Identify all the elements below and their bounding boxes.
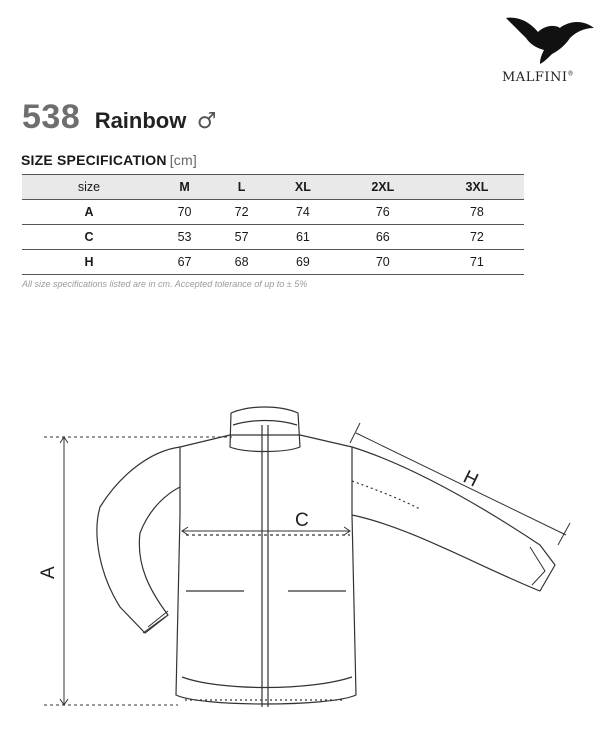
table-cell: 57 bbox=[213, 225, 270, 250]
table-row bbox=[22, 200, 524, 225]
tolerance-note: All size specifications listed are in cm. Accepted tolerance of up to ± 5% bbox=[22, 279, 308, 289]
table-cell: 53 bbox=[156, 225, 213, 250]
brand-name: MALFINI® bbox=[502, 70, 574, 85]
table-cell: 71 bbox=[430, 250, 524, 275]
table-cell: 72 bbox=[213, 200, 270, 225]
row-label: H bbox=[22, 250, 156, 275]
table-cell: 76 bbox=[336, 200, 430, 225]
column-header: 2XL bbox=[336, 175, 430, 200]
model-name: Rainbow bbox=[94, 108, 187, 133]
column-header: XL bbox=[270, 175, 336, 200]
jacket-collar bbox=[230, 407, 300, 452]
size-spec-unit: [cm] bbox=[169, 152, 197, 168]
model-code: 538 bbox=[22, 98, 81, 136]
table-cell: 69 bbox=[270, 250, 336, 275]
jacket-zipper bbox=[262, 425, 268, 707]
table-header-row bbox=[22, 175, 524, 200]
table-cell: 78 bbox=[430, 200, 524, 225]
male-icon: ♂ bbox=[196, 109, 217, 134]
column-header: size bbox=[22, 175, 156, 200]
eagle-icon bbox=[504, 14, 596, 64]
column-header: M bbox=[156, 175, 213, 200]
table-cell: 68 bbox=[213, 250, 270, 275]
table-row bbox=[22, 250, 524, 275]
dimension-a-label: A bbox=[38, 566, 59, 579]
size-table bbox=[22, 174, 524, 275]
table-row bbox=[22, 225, 524, 250]
table-cell: 72 bbox=[430, 225, 524, 250]
jacket-diagram bbox=[0, 395, 615, 735]
size-spec-heading: SIZE SPECIFICATION [cm] bbox=[21, 152, 197, 168]
dimension-c-label: C bbox=[295, 510, 309, 531]
right-sleeve bbox=[352, 447, 555, 591]
row-label: C bbox=[22, 225, 156, 250]
table-cell: 67 bbox=[156, 250, 213, 275]
column-header: 3XL bbox=[430, 175, 524, 200]
dimension-h-label: H bbox=[459, 466, 482, 492]
left-sleeve bbox=[97, 447, 180, 633]
table-cell: 61 bbox=[270, 225, 336, 250]
product-title bbox=[22, 98, 217, 137]
table-cell: 70 bbox=[156, 200, 213, 225]
table-cell: 74 bbox=[270, 200, 336, 225]
column-header: L bbox=[213, 175, 270, 200]
row-label: A bbox=[22, 200, 156, 225]
table-cell: 70 bbox=[336, 250, 430, 275]
table-cell: 66 bbox=[336, 225, 430, 250]
jacket-body bbox=[176, 435, 356, 704]
malfini-logo bbox=[500, 14, 605, 94]
